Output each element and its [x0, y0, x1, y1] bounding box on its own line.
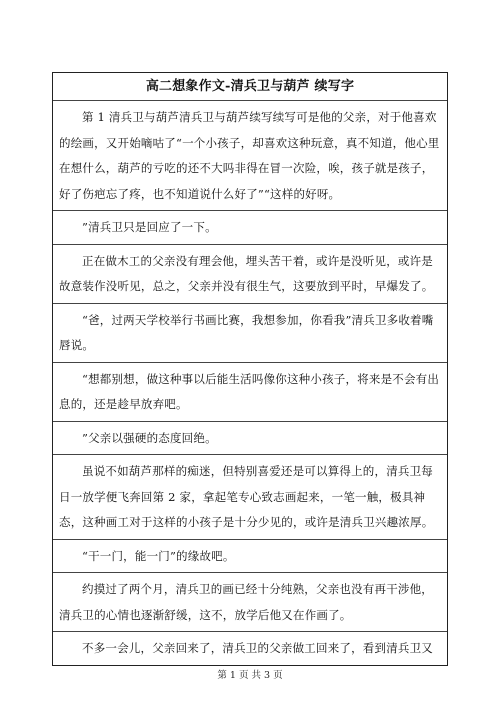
paragraph-3: 正在做木工的父亲没有理会他，埋头苦干着，或许是没听见，或许是故意装作没听见，总之，父亲并没有很生气，这要放到平时，早爆发了。: [53, 245, 447, 304]
document-table: [52, 72, 448, 666]
paragraph-1: 第 1 清兵卫与葫芦清兵卫与葫芦续写续写可是他的父亲，对于他喜欢的绘画，又开始嘀咕了“一个小孩子，却喜欢这种玩意，真不知道，他心里在想什么，葫芦的亏吃的还不大吗非得在冒一次险，唉，孩子就是孩子，好了伤疤忘了疼，也不知道说什么好了”“这样的好呀。: [53, 101, 447, 211]
paragraph-2: ”清兵卫只是回应了一下。: [53, 211, 447, 245]
paragraph-6: ”父亲以强硬的态度回绝。: [53, 422, 447, 456]
paragraph-4: “爸，过两天学校举行书画比赛，我想参加，你看我”清兵卫多收着嘴唇说。: [53, 304, 447, 363]
paragraph-10: 不多一会儿，父亲回来了，清兵卫的父亲做工回来了，看到清兵卫又: [82, 641, 433, 655]
paragraph-5: “想都别想，做这种事以后能生活吗像你这种小孩子，将来是不会有出息的，还是趁早放弃吧。: [53, 363, 447, 422]
paragraph-9: 约摸过了两个月，清兵卫的画已经十分纯熟，父亲也没有再干涉他，清兵卫的心情也逐渐舒缓，这不，放学后他又在作画了。: [53, 573, 447, 632]
page-number: 第 1 页 共 3 页: [217, 670, 283, 681]
paragraph-7: 虽说不如葫芦那样的痴迷，但特别喜爱还是可以算得上的，清兵卫每日一放学便飞奔回第 2 家，拿起笔专心致志画起来，一笔一触，极具神态，这种画工对于这样的小孩子是十分少见的，或许是清兵卫兴趣浓厚。: [53, 455, 447, 540]
paragraph-8: “干一门，能一门”的缘故吧。: [53, 540, 447, 574]
document-title: 高二想象作文-清兵卫与葫芦 续写字: [53, 73, 447, 101]
